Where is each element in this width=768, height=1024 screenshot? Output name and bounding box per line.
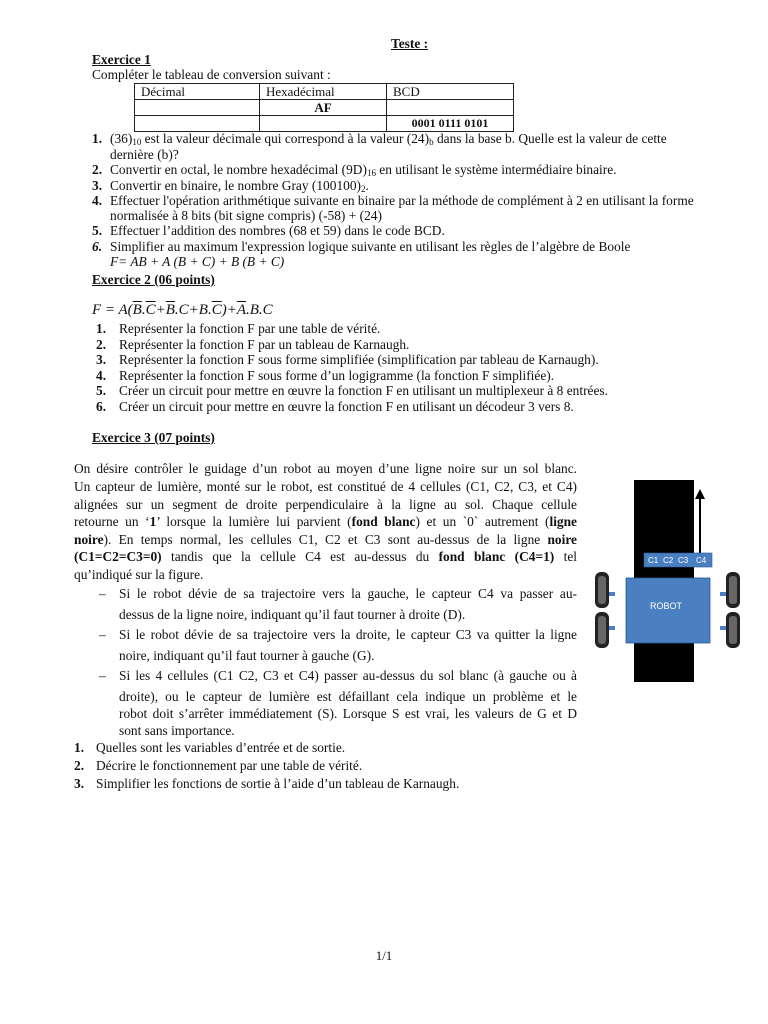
ex1-item-4: Effectuer l'opération arithmétique suivante en binaire par la méthode de complément à 2 en utilisant la forme — [110, 193, 694, 208]
conversion-table — [134, 83, 514, 132]
ex2-item-4: Représenter la fonction F sous forme d’un logigramme (la fonction F simplifiée). — [119, 368, 555, 383]
ex3-para-line: retourne un ‘1’ lorsque la lumière lui parvient (fond blanc) et un `0` autrement (ligne — [74, 514, 577, 529]
arrow-head-icon — [695, 489, 705, 499]
robot-figure — [590, 475, 750, 685]
ex3-para-line: (C1=C2=C3=0) tandis que la cellule C4 est au-dessus du fond blanc (C4=1) tel — [74, 549, 577, 564]
ex3-heading: Exercice 3 (07 points) — [92, 430, 215, 445]
item-number: 2. — [74, 758, 85, 773]
item-number: 3. — [96, 352, 107, 367]
sensor-label: C4 — [696, 556, 707, 565]
table-row — [135, 100, 514, 116]
table-row — [135, 116, 514, 132]
table-cell: AF — [260, 100, 387, 116]
ex1-item-6: Simplifier au maximum l'expression logique suivante en utilisant les règles de l’algèbre de Boole — [110, 239, 631, 254]
sensor-label: C1 — [648, 556, 659, 565]
item-number: 6. — [92, 239, 103, 254]
item-number: 4. — [96, 368, 107, 383]
table-cell — [387, 100, 514, 116]
item-number: 1. — [92, 131, 103, 146]
bullet-line: dessus de la ligne noire, indiquant qu’il faut tourner à droite (D). — [119, 607, 466, 622]
item-number: 1. — [96, 321, 107, 336]
wheel-icon — [726, 612, 740, 648]
page-title: Teste : — [391, 36, 429, 51]
ex3-para-line: noire). En temps normal, les cellules C1, C2 et C3 sont au-dessus de la ligne noire — [74, 532, 577, 547]
ex1-item-1-cont: dernière (b)? — [110, 147, 179, 162]
ex3-para-line: alignées sur un segment de droite perpendiculaire à la ligne au sol. Chaque cellule — [74, 497, 577, 512]
dash-bullet: – — [99, 668, 106, 683]
table-cell — [135, 100, 260, 116]
item-number: 4. — [92, 193, 103, 208]
item-number: 5. — [92, 223, 103, 238]
table-header-cell: Décimal — [135, 84, 260, 100]
table-cell — [260, 116, 387, 132]
ex2-item-2: Représenter la fonction F par un tableau de Karnaugh. — [119, 337, 410, 352]
ex3-question-3: Simplifier les fonctions de sortie à l’aide d’un tableau de Karnaugh. — [96, 776, 460, 791]
ex1-intro: Compléter le tableau de conversion suivant : — [92, 67, 331, 82]
sensor-label: C2 — [663, 556, 674, 565]
ex2-item-1: Représenter la fonction F par une table de vérité. — [119, 321, 381, 336]
dash-bullet: – — [99, 586, 106, 601]
ex1-heading: Exercice 1 — [92, 52, 151, 67]
table-header-row — [135, 84, 514, 100]
ex3-para-line: Un capteur de lumière, monté sur le robot, est constitué de 4 cellules (C1, C2, C3, et C4) — [74, 479, 577, 494]
ex2-heading: Exercice 2 (06 points) — [92, 272, 215, 287]
item-number: 6. — [96, 399, 107, 414]
ex1-item-3: Convertir en binaire, le nombre Gray $(100100)_2$. — [110, 178, 369, 194]
ex1-item-4-cont: normalisée à 8 bits (bit signe compris) (-58) + (24) — [110, 208, 382, 223]
ex3-para-line: qu’indiqué sur la figure. — [74, 567, 204, 582]
table-cell: 0001 0111 0101 — [387, 116, 514, 132]
bullet-line: noire, indiquant qu’il faut tourner à gauche (G). — [119, 648, 375, 663]
wheel-icon — [595, 572, 609, 608]
sensor-label: C3 — [678, 556, 689, 565]
page-number: 1/1 — [375, 948, 393, 963]
bullet-line: robot doit s’arrêter immédiatement (S). Lorsque S est vrai, les valeurs de G et D — [119, 706, 577, 721]
table-header-cell: Hexadécimal — [260, 84, 387, 100]
bullet-line: Si le robot dévie de sa trajectoire vers la gauche, le capteur C4 va passer au- — [119, 586, 577, 601]
ex2-formula: $F = A(\overline{B}.\overline{C}+\overline{B}.C+B.\overline{C})+\overline{A}.B.C$ — [92, 302, 273, 318]
item-number: 2. — [92, 162, 103, 177]
ex1-item-5: Effectuer l’addition des nombres (68 et 59) dans le code BCD. — [110, 223, 445, 238]
item-number: 1. — [74, 740, 85, 755]
item-number: 3. — [74, 776, 85, 791]
bullet-line: Si les 4 cellules (C1 C2, C3 et C4) passer au-dessus du sol blanc (à gauche ou à — [119, 668, 577, 683]
wheel-icon — [726, 572, 740, 608]
dash-bullet: – — [99, 627, 106, 642]
bullet-line: Si le robot dévie de sa trajectoire vers la droite, le capteur C3 va quitter la ligne — [119, 627, 577, 642]
ex3-question-1: Quelles sont les variables d’entrée et de sortie. — [96, 740, 346, 755]
ex1-item-1: $(36)_{10}$ est la valeur décimale qui correspond à la valeur $(24)_b$ dans la base b. Quelle est la valeur de cette — [110, 131, 667, 147]
bullet-line: sont sans importance. — [119, 723, 235, 738]
boolean-expression: F= AB + A (B + C) + B (B + C) — [110, 254, 285, 269]
table-cell — [135, 116, 260, 132]
item-number: 5. — [96, 383, 107, 398]
ex2-item-6: Créer un circuit pour mettre en œuvre la fonction F en utilisant un décodeur 3 vers 8. — [119, 399, 574, 414]
robot-label: ROBOT — [650, 601, 683, 611]
bullet-line: droite), ou le capteur de lumière est défaillant cela indique un problème et le — [119, 689, 577, 704]
ex2-item-5: Créer un circuit pour mettre en œuvre la fonction F en utilisant un multiplexeur à 8 entrées. — [119, 383, 608, 398]
item-number: 3. — [92, 178, 103, 193]
ex2-item-3: Représenter la fonction F sous forme simplifiée (simplification par tableau de Karnaugh). — [119, 352, 599, 367]
ex1-item-2: Convertir en octal, le nombre hexadécimal $(9D)_{16}$ en utilisant le système intermédiaire binaire. — [110, 162, 617, 178]
ex3-para-line: On désire contrôler le guidage d’un robot au moyen d’une ligne noire sur un sol blanc. — [74, 461, 577, 476]
table-header-cell: BCD — [387, 84, 514, 100]
wheel-icon — [595, 612, 609, 648]
ex3-question-2: Décrire le fonctionnement par une table de vérité. — [96, 758, 363, 773]
item-number: 2. — [96, 337, 107, 352]
